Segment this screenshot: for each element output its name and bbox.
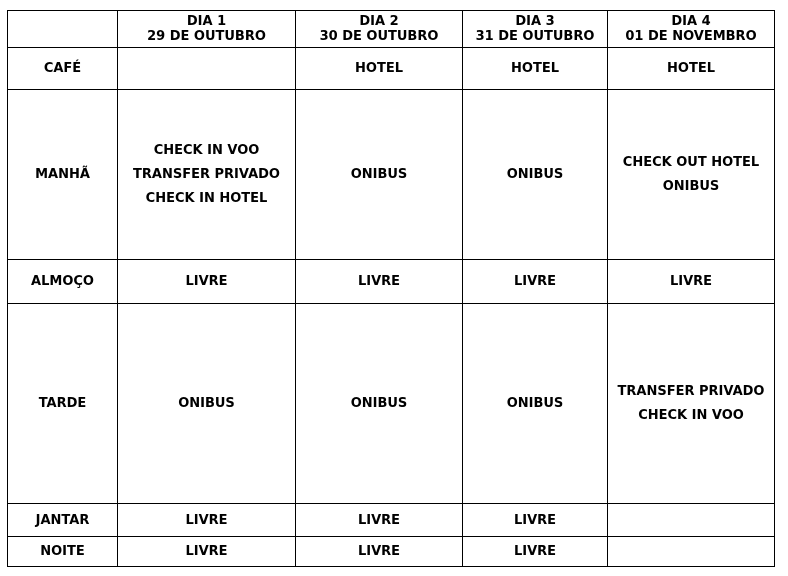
cell-tarde-day-1 [118,304,296,504]
activity: ONIBUS [662,178,720,194]
day-label: DIA 1 [186,14,227,29]
cell-tarde-day-4 [608,304,775,504]
activity: HOTEL [355,61,403,76]
cell-cafe-day-2 [296,48,463,90]
activity: CHECK OUT HOTEL [622,154,760,170]
day-label: DIA 4 [671,14,711,29]
row-manha [8,90,775,260]
activity: CHECK IN VOO [638,407,744,423]
cell-jantar-day-4 [608,504,775,537]
activity: ONIBUS [178,396,235,411]
cell-cafe-day-1 [118,48,296,90]
row-jantar [8,504,775,537]
activity: HOTEL [511,61,559,76]
day-label: DIA 2 [359,14,399,29]
activity: LIVRE [185,274,228,289]
activity: LIVRE [357,512,401,528]
cell-almoco-day-1 [118,260,296,304]
cell-jantar-day-1 [118,504,296,537]
row-label-noite: NOITE [8,537,118,567]
cell-tarde-day-2 [296,304,463,504]
activity: LIVRE [513,544,557,559]
row-tarde [8,304,775,504]
cell-manha-day-2 [296,90,463,260]
itinerary-table [7,10,775,567]
cell-noite-day-1 [118,537,296,567]
cell-manha-day-3 [463,90,608,260]
cell-almoco-day-2 [296,260,463,304]
activity: TRANSFER PRIVADO [133,166,280,182]
row-label-manha: MANHÃ [8,90,118,260]
activity: ONIBUS [350,167,408,182]
activity: ONIBUS [506,396,564,411]
activity: LIVRE [513,274,557,289]
activity: ONIBUS [350,396,408,411]
cell-noite-day-2 [296,537,463,567]
activity: LIVRE [513,512,557,528]
cell-manha-day-1 [118,90,296,260]
cell-cafe-day-3 [463,48,608,90]
row-label-almoco: ALMOÇO [8,260,118,304]
cell-almoco-day-4 [608,260,775,304]
cell-tarde-day-3 [463,304,608,504]
day-date: 29 DE OUTUBRO [147,29,266,44]
activity: HOTEL [667,61,715,76]
day-label: DIA 3 [515,14,555,29]
day-date: 01 DE NOVEMBRO [625,29,757,44]
activity: ONIBUS [506,167,564,182]
day-3-header [463,11,608,48]
row-label-tarde: TARDE [8,304,118,504]
activity: LIVRE [669,274,713,289]
day-date: 30 DE OUTUBRO [319,29,439,44]
activity: LIVRE [185,512,228,528]
activity: LIVRE [357,544,401,559]
row-label-cafe: CAFÉ [8,48,118,90]
row-noite [8,537,775,567]
cell-jantar-day-2 [296,504,463,537]
activity: CHECK IN VOO [153,142,260,158]
day-1-header [118,11,296,48]
cell-jantar-day-3 [463,504,608,537]
day-2-header [296,11,463,48]
activity: TRANSFER PRIVADO [617,383,765,399]
row-almoco [8,260,775,304]
activity: LIVRE [185,544,228,559]
cell-cafe-day-4 [608,48,775,90]
row-label-jantar: JANTAR [8,504,118,537]
cell-noite-day-4 [608,537,775,567]
cell-manha-day-4 [608,90,775,260]
cell-almoco-day-3 [463,260,608,304]
day-4-header [608,11,775,48]
activity: CHECK IN HOTEL [145,190,268,206]
day-date: 31 DE OUTUBRO [475,29,595,44]
cell-noite-day-3 [463,537,608,567]
row-cafe [8,48,775,90]
header-row [8,11,775,48]
corner-cell [8,11,118,48]
activity: LIVRE [357,274,401,289]
